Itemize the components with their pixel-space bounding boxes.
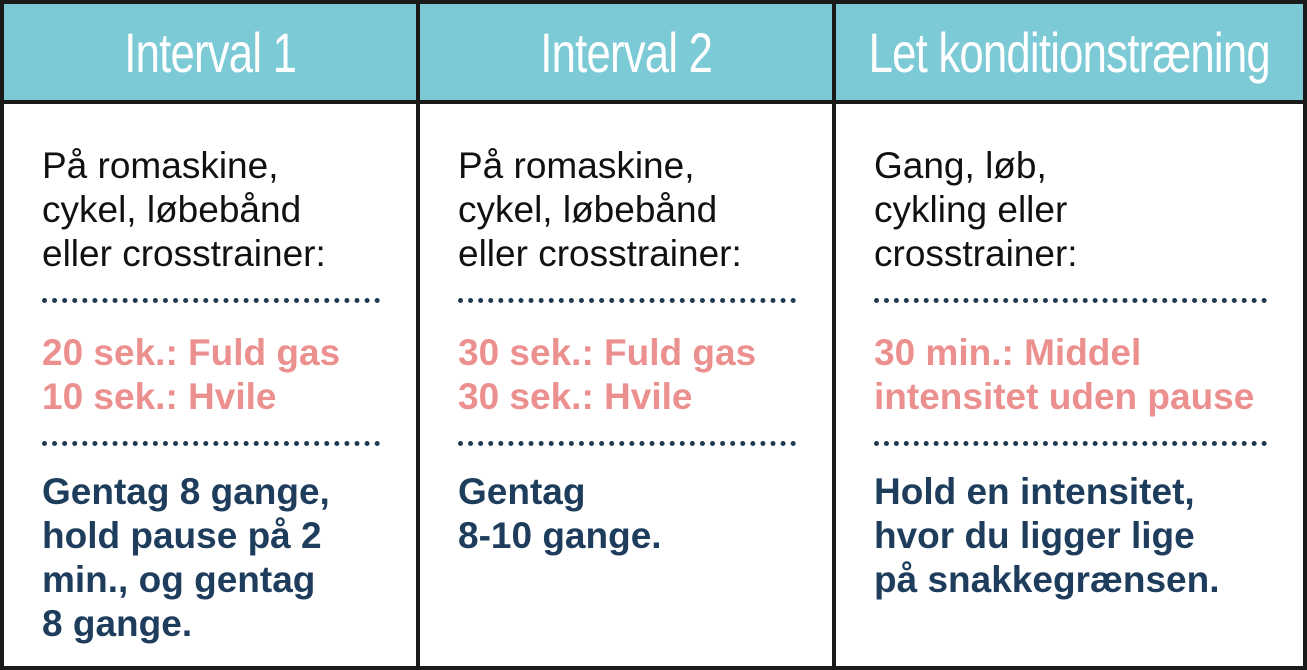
column-header-interval-1	[4, 4, 420, 104]
column-body-cardio	[836, 104, 1303, 666]
interval-timing: 20 sek.: Fuld gas 10 sek.: Hvile	[42, 332, 341, 417]
column-body-interval-1	[4, 104, 420, 666]
repeat-instruction: Hold en intensitet, hvor du ligger lige på snakkegrænsen.	[874, 471, 1220, 600]
interval-timing: 30 min.: Middel intensitet uden pause	[874, 332, 1255, 417]
dotted-divider	[874, 298, 1267, 303]
dotted-divider	[42, 441, 380, 446]
column-body-interval-2	[420, 104, 836, 666]
dotted-divider	[42, 298, 380, 303]
column-header-cardio	[836, 4, 1303, 104]
column-title: Let konditionstræning	[868, 20, 1271, 84]
equipment-text: På romaskine, cykel, løbebånd eller crosstrainer:	[42, 145, 326, 274]
repeat-instruction: Gentag 8-10 gange.	[458, 471, 662, 556]
equipment-text: Gang, løb, cykling eller crosstrainer:	[874, 145, 1078, 274]
dotted-divider	[458, 298, 796, 303]
dotted-divider	[458, 441, 796, 446]
equipment-text: På romaskine, cykel, løbebånd eller crosstrainer:	[458, 145, 742, 274]
dotted-divider	[874, 441, 1267, 446]
column-title: Interval 1	[124, 20, 296, 84]
repeat-instruction: Gentag 8 gange, hold pause på 2 min., og gentag 8 gange.	[42, 471, 330, 644]
column-title: Interval 2	[540, 20, 712, 84]
column-header-interval-2	[420, 4, 836, 104]
interval-timing: 30 sek.: Fuld gas 30 sek.: Hvile	[458, 332, 757, 417]
